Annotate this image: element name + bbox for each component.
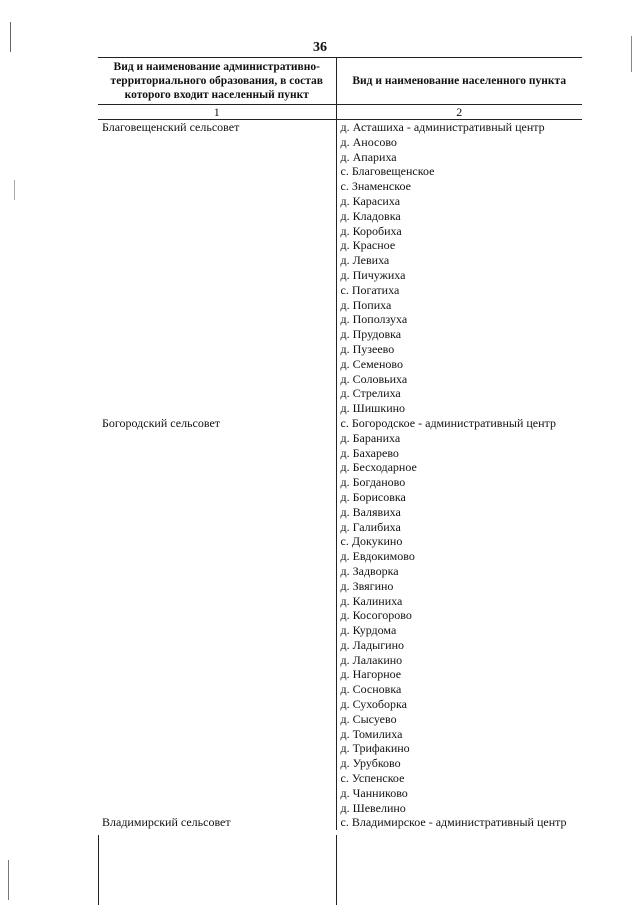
table-row: [98, 120, 582, 416]
scan-margin-mark: [8, 860, 9, 900]
settlement-item: д. Стрелиха: [340, 386, 401, 401]
territory-name: Богородский сельсовет: [98, 416, 336, 816]
settlement-item: д. Томилиха: [340, 726, 403, 741]
settlement-item: с. Благовещенское: [340, 164, 435, 179]
settlement-item: д. Сысуево: [340, 711, 397, 726]
settlement-item: с. Владимирское - административный центр: [340, 815, 567, 830]
settlement-item: д. Звягино: [340, 578, 394, 593]
settlement-item: д. Сухоборка: [340, 697, 407, 712]
settlement-item: д. Ладыгино: [340, 637, 405, 652]
settlement-item: д. Шевелино: [340, 800, 406, 815]
settlement-item: д. Борисовка: [340, 489, 406, 504]
settlement-item: д. Пузеево: [340, 341, 395, 356]
settlement-item: д. Бахарево: [340, 445, 399, 460]
settlement-item: д. Трифакино: [340, 741, 410, 756]
settlement-item: д. Асташиха - административный центр: [340, 120, 545, 134]
header-col-settlement: Вид и наименование населенного пункта: [336, 58, 582, 105]
settlement-item: д. Карасиха: [340, 193, 401, 208]
table-body: [98, 120, 582, 831]
settlement-item: д. Попиха: [340, 297, 392, 312]
page-number: 36: [313, 40, 327, 55]
settlement-item: д. Прудовка: [340, 327, 402, 342]
settlement-item: д. Семеново: [340, 356, 404, 371]
settlement-item: д. Лалакино: [340, 652, 403, 667]
settlement-item: д. Косогорово: [340, 608, 412, 623]
settlement-item: д. Левиха: [340, 253, 390, 268]
settlement-list: [336, 416, 582, 816]
settlement-item: д. Кладовка: [340, 208, 401, 223]
settlement-item: д. Богданово: [340, 475, 406, 490]
settlement-item: д. Нагорное: [340, 667, 402, 682]
settlement-item: д. Бараниха: [340, 430, 401, 445]
column-number: 1: [98, 105, 336, 120]
settlement-item: с. Погатиха: [340, 282, 400, 297]
table-border-middle: [336, 835, 337, 905]
settlement-item: д. Шишкино: [340, 401, 406, 416]
settlement-item: д. Аносово: [340, 134, 397, 149]
settlement-item: д. Пичужиха: [340, 267, 406, 282]
settlement-item: д. Галибиха: [340, 519, 401, 534]
settlement-list: [336, 120, 582, 416]
table-row: [98, 416, 582, 816]
table-header-row: [98, 58, 582, 105]
settlement-item: с. Успенское: [340, 771, 405, 786]
scan-margin-mark: [14, 180, 15, 200]
settlement-item: с. Докукино: [340, 534, 403, 549]
territory-name: Владимирский сельсовет: [98, 815, 336, 830]
settlement-item: д. Соловьиха: [340, 371, 408, 386]
settlement-item: д. Курдома: [340, 623, 397, 638]
territory-name: Благовещенский сельсовет: [98, 120, 336, 416]
settlement-item: д. Чанниково: [340, 785, 408, 800]
settlement-item: д. Урубково: [340, 756, 401, 771]
settlement-item: д. Калиниха: [340, 593, 403, 608]
settlement-item: с. Богородское - административный центр: [340, 415, 556, 430]
table-row: [98, 815, 582, 830]
settlement-item: д. Задворка: [340, 563, 399, 578]
settlement-item: д. Красное: [340, 238, 396, 253]
settlement-item: д. Апариха: [340, 149, 397, 164]
column-number: 2: [336, 105, 582, 120]
settlement-item: с. Знаменское: [340, 179, 411, 194]
settlements-table: [98, 57, 582, 830]
settlement-item: д. Евдокимово: [340, 549, 415, 564]
settlement-list: [336, 815, 582, 830]
header-col-territory: Вид и наименование административно-территориального образования, в состав которого входит населенный пункт: [98, 58, 336, 105]
table-border-left: [98, 835, 99, 905]
settlement-item: д. Поползуха: [340, 312, 408, 327]
column-number-row: [98, 105, 582, 120]
settlement-item: д. Коробиха: [340, 223, 402, 238]
settlement-item: д. Валявиха: [340, 504, 401, 519]
settlement-item: д. Бесходарное: [340, 460, 417, 475]
settlement-item: д. Сосновка: [340, 682, 402, 697]
